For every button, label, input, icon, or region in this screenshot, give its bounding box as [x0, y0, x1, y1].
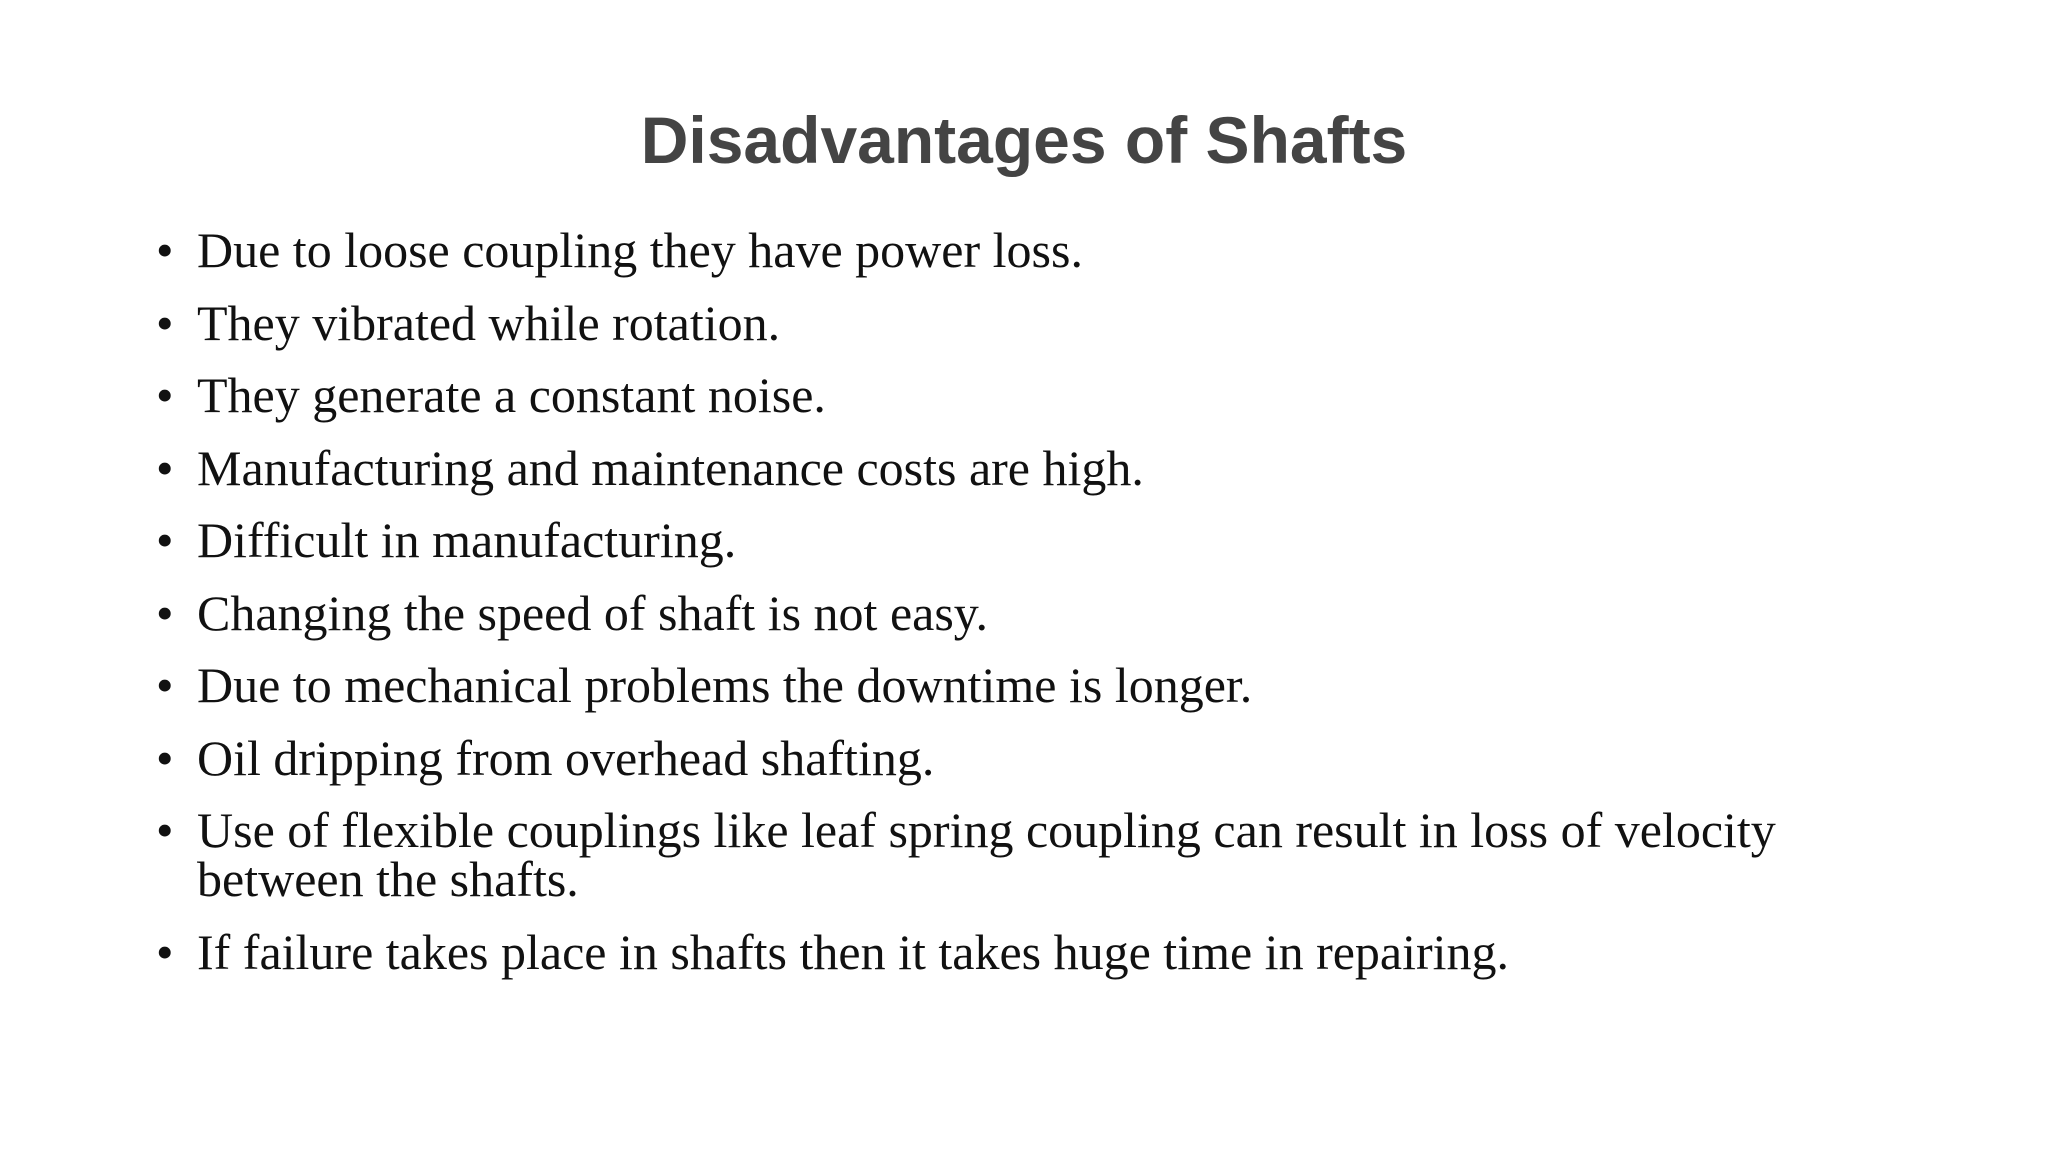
list-item	[156, 923, 1876, 980]
list-item	[156, 367, 1876, 423]
list-item-text: Oil dripping from overhead shafting.	[197, 729, 935, 786]
bullet-icon: •	[156, 512, 174, 568]
list-item-text: They generate a constant noise.	[197, 367, 826, 423]
list-item-text: Due to mechanical problems the downtime is longer.	[197, 657, 1253, 713]
list-item	[156, 802, 1876, 907]
bullet-icon: •	[156, 439, 174, 496]
slide-title: Disadvantages of Shafts	[640, 103, 1408, 177]
bullet-icon: •	[156, 657, 174, 713]
bullet-list	[156, 222, 1876, 1000]
list-item	[156, 294, 1876, 351]
list-item	[156, 222, 1876, 278]
list-item-text: Changing the speed of shaft is not easy.	[197, 584, 989, 641]
list-item-text: Difficult in manufacturing.	[197, 512, 737, 568]
bullet-icon: •	[156, 729, 174, 786]
list-item	[156, 584, 1876, 641]
bullet-icon: •	[156, 584, 174, 641]
list-item-text: They vibrated while rotation.	[197, 294, 781, 351]
bullet-icon: •	[156, 222, 174, 278]
list-item	[156, 657, 1876, 713]
list-item	[156, 439, 1876, 496]
bullet-icon: •	[156, 923, 174, 980]
list-item	[156, 512, 1876, 568]
list-item	[156, 729, 1876, 786]
bullet-icon: •	[156, 367, 174, 423]
bullet-icon: •	[156, 294, 174, 351]
list-item-text: If failure takes place in shafts then it takes huge time in repairing.	[197, 923, 1510, 980]
bullet-icon: •	[156, 802, 174, 858]
list-item-text: Use of flexible couplings like leaf spring coupling can result in loss of velocity between the shafts.	[197, 802, 1776, 907]
list-item-text: Manufacturing and maintenance costs are high.	[197, 439, 1144, 496]
list-item-text: Due to loose coupling they have power loss.	[197, 222, 1083, 278]
